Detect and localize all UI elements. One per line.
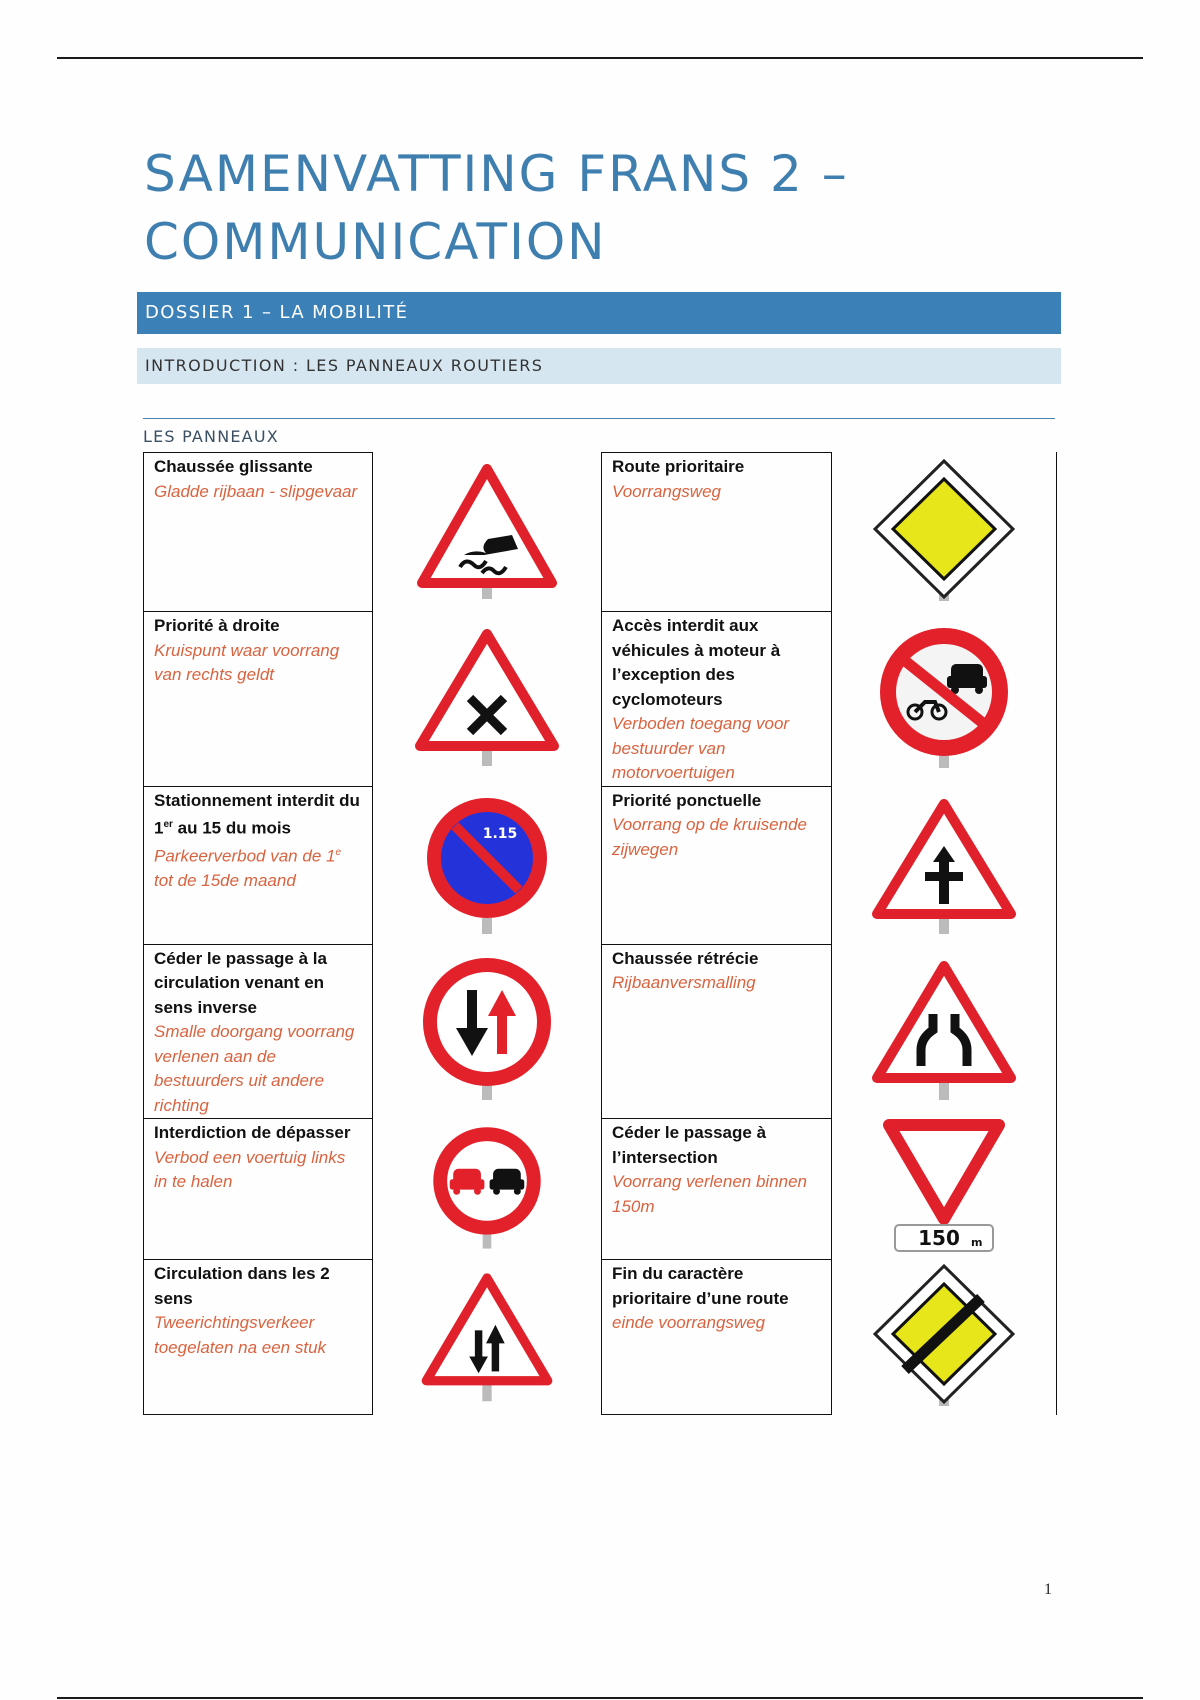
sign-description bbox=[144, 612, 373, 787]
sign-name-fr: Priorité ponctuelle bbox=[612, 790, 762, 810]
end-priority-road-sign-icon bbox=[869, 1260, 1019, 1410]
sign-name-fr: Route prioritaire bbox=[612, 457, 745, 476]
sign-name-nl: Kruispunt waar voorrang van rechts geldt bbox=[154, 640, 340, 684]
sign-description bbox=[602, 786, 832, 944]
sign-name-fr: Chaussée glissante bbox=[154, 457, 313, 476]
sign-image-cell bbox=[373, 944, 602, 1119]
sign-description bbox=[602, 944, 832, 1119]
title-line-2: COMMUNICATION bbox=[144, 213, 607, 271]
sign-image-cell bbox=[832, 612, 1057, 787]
priority-right-sign-icon bbox=[412, 622, 562, 772]
sign-image-cell bbox=[832, 453, 1057, 612]
sign-name-fr: Céder le passage à la circulation venant en sens inverse bbox=[154, 948, 327, 1017]
sign-description bbox=[144, 786, 373, 944]
sign-name-nl: Voorrangsweg bbox=[612, 481, 721, 501]
slippery-road-sign-icon bbox=[412, 455, 562, 605]
sign-name-nl: Parkeerverbod van de 1e tot de 15de maand bbox=[154, 846, 342, 891]
no-overtaking-sign-icon bbox=[422, 1122, 552, 1252]
sign-image-cell bbox=[832, 944, 1057, 1119]
sign-label: 1.15 bbox=[482, 826, 518, 842]
sign-name-fr: Circulation dans les 2 sens bbox=[154, 1264, 330, 1308]
signs-table bbox=[143, 452, 1057, 1415]
yield-sign-icon bbox=[879, 1119, 1009, 1255]
sign-description bbox=[144, 1260, 373, 1415]
road-narrows-sign-icon bbox=[869, 954, 1019, 1104]
sign-name-nl: Voorrang op de kruisende zijwegen bbox=[612, 815, 808, 859]
table-row bbox=[144, 453, 1057, 612]
table-row bbox=[144, 1260, 1057, 1415]
sign-distance-unit: m bbox=[971, 1236, 983, 1249]
yield-oncoming-sign-icon bbox=[412, 954, 562, 1104]
sign-image-cell bbox=[832, 786, 1057, 944]
footer-rule bbox=[57, 1697, 1143, 1699]
sign-name-fr: Priorité à droite bbox=[154, 616, 280, 635]
table-row bbox=[144, 612, 1057, 787]
no-motor-vehicles-sign-icon bbox=[869, 622, 1019, 772]
sign-description bbox=[144, 944, 373, 1119]
sign-name-nl: Verboden toegang voor bestuurder van motorvoertuigen bbox=[612, 714, 790, 782]
sign-description bbox=[602, 453, 832, 612]
document-title bbox=[144, 140, 1104, 276]
sign-name-fr: Céder le passage à l’intersection bbox=[612, 1123, 767, 1167]
sign-name-nl: Smalle doorgang voorrang verlenen aan de bestuurders uit andere richting bbox=[154, 1022, 355, 1115]
sign-name-nl: Tweerichtingsverkeer toegelaten na een stuk bbox=[154, 1313, 327, 1357]
sign-name-fr: Stationnement interdit du 1er au 15 du mois bbox=[154, 790, 360, 838]
sign-description bbox=[602, 1119, 832, 1260]
priority-road-sign-icon bbox=[869, 455, 1019, 605]
title-line-1: SAMENVATTING FRANS 2 – bbox=[144, 145, 849, 203]
sign-image-cell bbox=[373, 612, 602, 787]
sign-name-nl: Rijbaanversmalling bbox=[612, 973, 756, 992]
heading-introduction: INTRODUCTION : LES PANNEAUX ROUTIERS bbox=[137, 348, 1061, 384]
heading-dossier: DOSSIER 1 – LA MOBILITÉ bbox=[137, 292, 1061, 334]
page-number: 1 bbox=[1044, 1581, 1052, 1598]
sign-image-cell bbox=[373, 1260, 602, 1415]
header-rule bbox=[57, 57, 1143, 59]
sign-description bbox=[602, 612, 832, 787]
sign-image-cell bbox=[373, 786, 602, 944]
sign-distance-label: 150 bbox=[918, 1226, 960, 1250]
sign-name-fr: Fin du caractère prioritaire d’une route bbox=[612, 1264, 789, 1308]
table-row bbox=[144, 786, 1057, 944]
sign-name-fr: Chaussée rétrécie bbox=[612, 948, 759, 968]
sign-image-cell bbox=[373, 453, 602, 612]
sign-image-cell bbox=[832, 1260, 1057, 1415]
sign-name-nl: einde voorrangsweg bbox=[612, 1313, 766, 1332]
sign-name-nl: Verbod een voertuig links in te halen bbox=[154, 1147, 346, 1191]
sign-name-fr: Accès interdit aux véhicules à moteur à l’exception des cyclomoteurs bbox=[612, 616, 781, 709]
sign-image-cell bbox=[832, 1119, 1057, 1260]
sign-description bbox=[144, 1119, 373, 1260]
table-row bbox=[144, 1119, 1057, 1260]
sign-name-fr: Interdiction de dépasser bbox=[154, 1123, 351, 1142]
table-row bbox=[144, 944, 1057, 1119]
sign-name-nl: Voorrang verlenen binnen 150m bbox=[612, 1172, 808, 1216]
sign-image-cell bbox=[373, 1119, 602, 1260]
sign-name-nl: Gladde rijbaan - slipgevaar bbox=[154, 481, 358, 501]
two-way-traffic-sign-icon bbox=[417, 1265, 557, 1405]
sign-description bbox=[602, 1260, 832, 1415]
heading-panneaux: LES PANNEAUX bbox=[143, 418, 1055, 446]
sign-description bbox=[144, 453, 373, 612]
no-parking-1-15-sign-icon bbox=[412, 788, 562, 938]
priority-crossroad-sign-icon bbox=[869, 788, 1019, 938]
